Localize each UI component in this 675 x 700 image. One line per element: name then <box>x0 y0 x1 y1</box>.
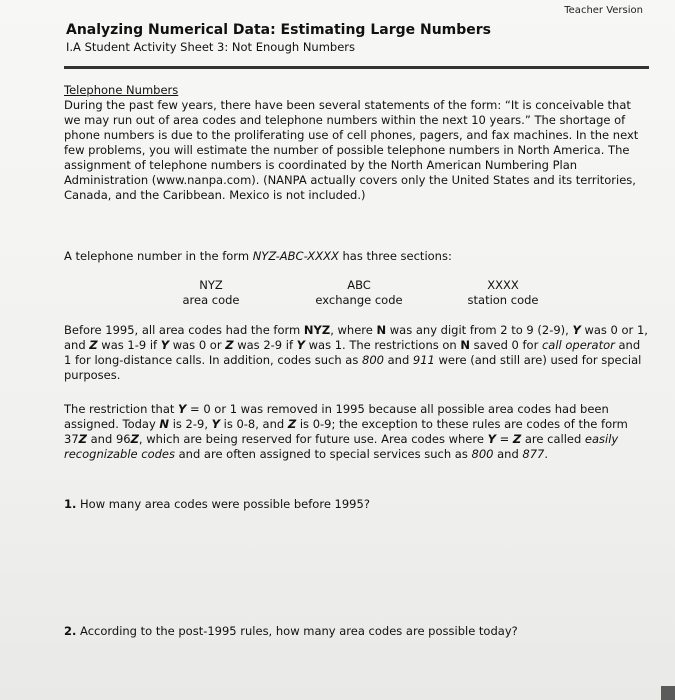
post-1995-paragraph: The restriction that Y = 0 or 1 was removed in 1995 because all possible area codes had been assigned. Today N is 2-9, Y is 0-8, and Z is 0-9; the exception to these rules are codes of the form 37Z and 96Z, which are being reserved for future use. Area codes where Y = Z are called easily recognizable codes and are often assigned to special services such as 800 and 877. <box>64 402 628 461</box>
section-exchange-code <box>299 278 419 308</box>
question-text: According to the post-1995 rules, how many area codes are possible today? <box>80 624 518 638</box>
pre-1995-paragraph: Before 1995, all area codes had the form NYZ, where N was any digit from 2 to 9 (2-9), Y was 0 or 1, and Z was 1-9 if Y was 0 or Z was 2-9 if Y was 1. The restrictions on N saved 0 for call operator and 1 for long-distance calls. In addition, codes such as 800 and 911 were (and still are) used for special purposes. <box>64 323 648 382</box>
section-description: station code <box>467 293 539 307</box>
section-description: area code <box>182 293 240 307</box>
header-divider <box>64 66 649 69</box>
section-code: NYZ <box>199 278 223 292</box>
teacher-version-label: Teacher Version <box>564 5 643 16</box>
question-text: How many area codes were possible before 1995? <box>80 497 370 511</box>
question-1 <box>64 497 370 511</box>
question-number: 1. <box>64 497 77 511</box>
section-code: ABC <box>347 278 371 292</box>
page-subtitle: I.A Student Activity Sheet 3: Not Enough Numbers <box>66 40 356 54</box>
format-sentence: A telephone number in the form NYZ-ABC-XXXX has three sections: <box>64 249 452 263</box>
page-corner-shadow <box>661 686 675 700</box>
question-number: 2. <box>64 624 77 638</box>
question-2 <box>64 624 518 638</box>
section-station-code <box>443 278 563 308</box>
section-code: XXXX <box>487 278 519 292</box>
section-area-code <box>151 278 271 308</box>
section-heading: Telephone Numbers <box>64 83 179 97</box>
section-description: exchange code <box>315 293 403 307</box>
page-title: Analyzing Numerical Data: Estimating Large Numbers <box>66 22 492 38</box>
intro-paragraph: During the past few years, there have been several statements of the form: “It is conceivable that we may run out of area codes and telephone numbers within the next 10 years.” The shortage of phone numbers is due to the proliferating use of cell phones, pagers, and fax machines. In the next few problems, you will estimate the number of possible telephone numbers in North America. The assignment of telephone numbers is coordinated by the North American Numbering Plan Administration (www.nanpa.com). (NANPA actually covers only the United States and its territories, Canada, and the Caribbean. Mexico is not included.) <box>64 98 639 202</box>
